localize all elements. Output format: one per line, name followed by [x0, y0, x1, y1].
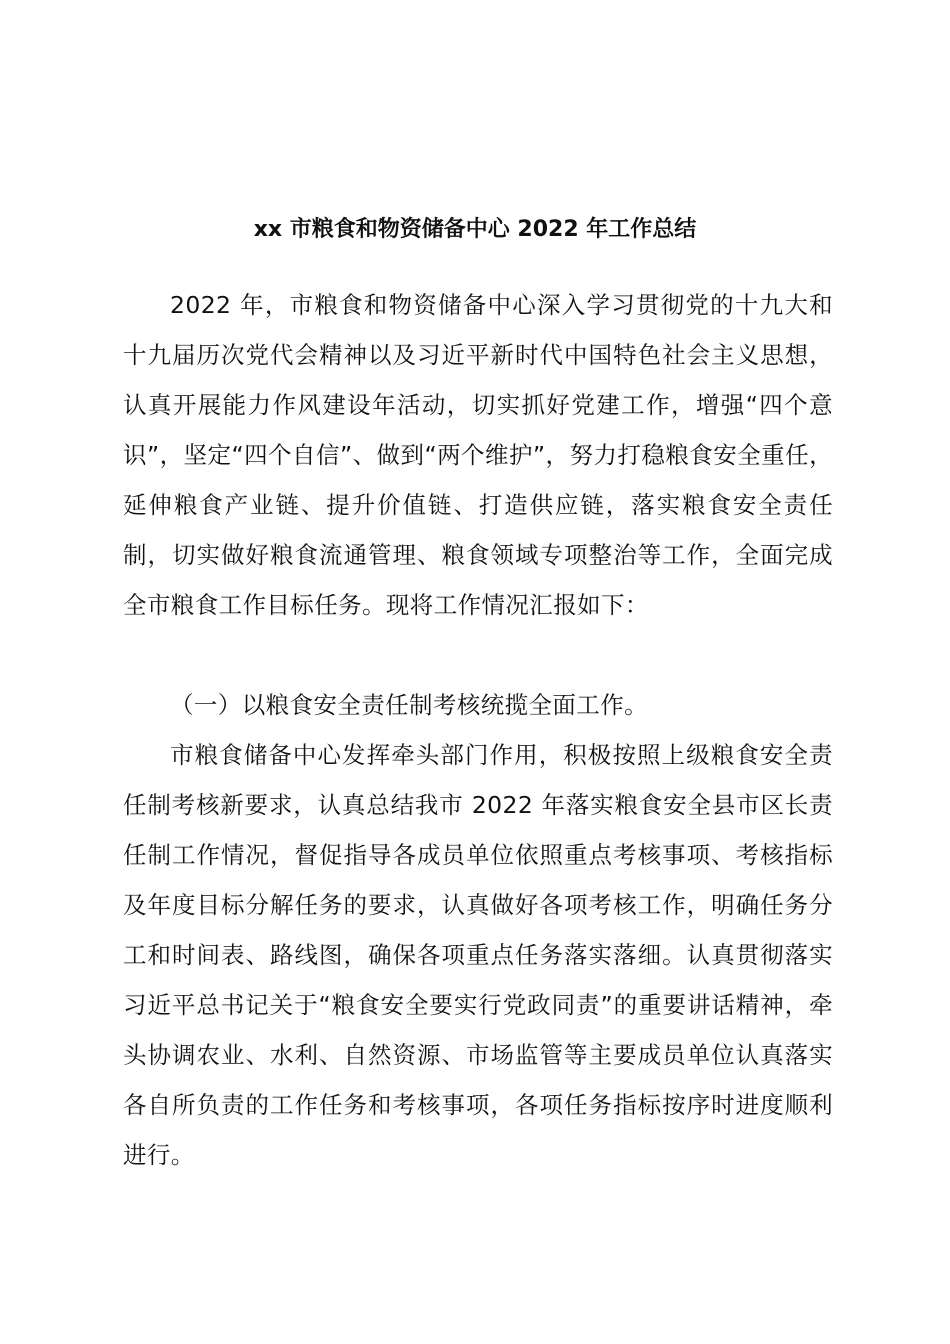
- section-1-paragraph-block: [123, 730, 833, 1180]
- document-title: xx 市粮食和物资储备中心 2022 年工作总结: [253, 217, 697, 242]
- intro-paragraph: 2022 年，市粮食和物资储备中心深入学习贯彻党的十九大和十九届历次党代会精神以及习近平新时代中国特色社会主义思想，认真开展能力作风建设年活动，切实抓好党建工作，增强“四个意识”，坚定“四个自信”、做到“两个维护”，努力打稳粮食安全重任，延伸粮食产业链、提升价值链、打造供应链，落实粮食安全责任制，切实做好粮食流通管理、粮食领域专项整治等工作，全面完成全市粮食工作目标任务。现将工作情况汇报如下：: [123, 291, 833, 619]
- section-heading-1: （一）以粮食安全责任制考核统揽全面工作。: [170, 691, 648, 719]
- section-1-paragraph: 市粮食储备中心发挥牵头部门作用，积极按照上级粮食安全责任制考核新要求，认真总结我市 2022 年落实粮食安全县市区长责任制工作情况，督促指导各成员单位依照重点考核事项、考核指标及年度目标分解任务的要求，认真做好各项考核工作，明确任务分工和时间表、路线图，确保各项重点任务落实落细。认真贯彻落实习近平总书记关于“粮食安全要实行党政同责”的重要讲话精神，牵头协调农业、水利、自然资源、市场监管等主要成员单位认真落实各自所负责的工作任务和考核事项，各项任务指标按序时进度顺利进行。: [123, 741, 833, 1169]
- intro-paragraph-block: [123, 280, 833, 630]
